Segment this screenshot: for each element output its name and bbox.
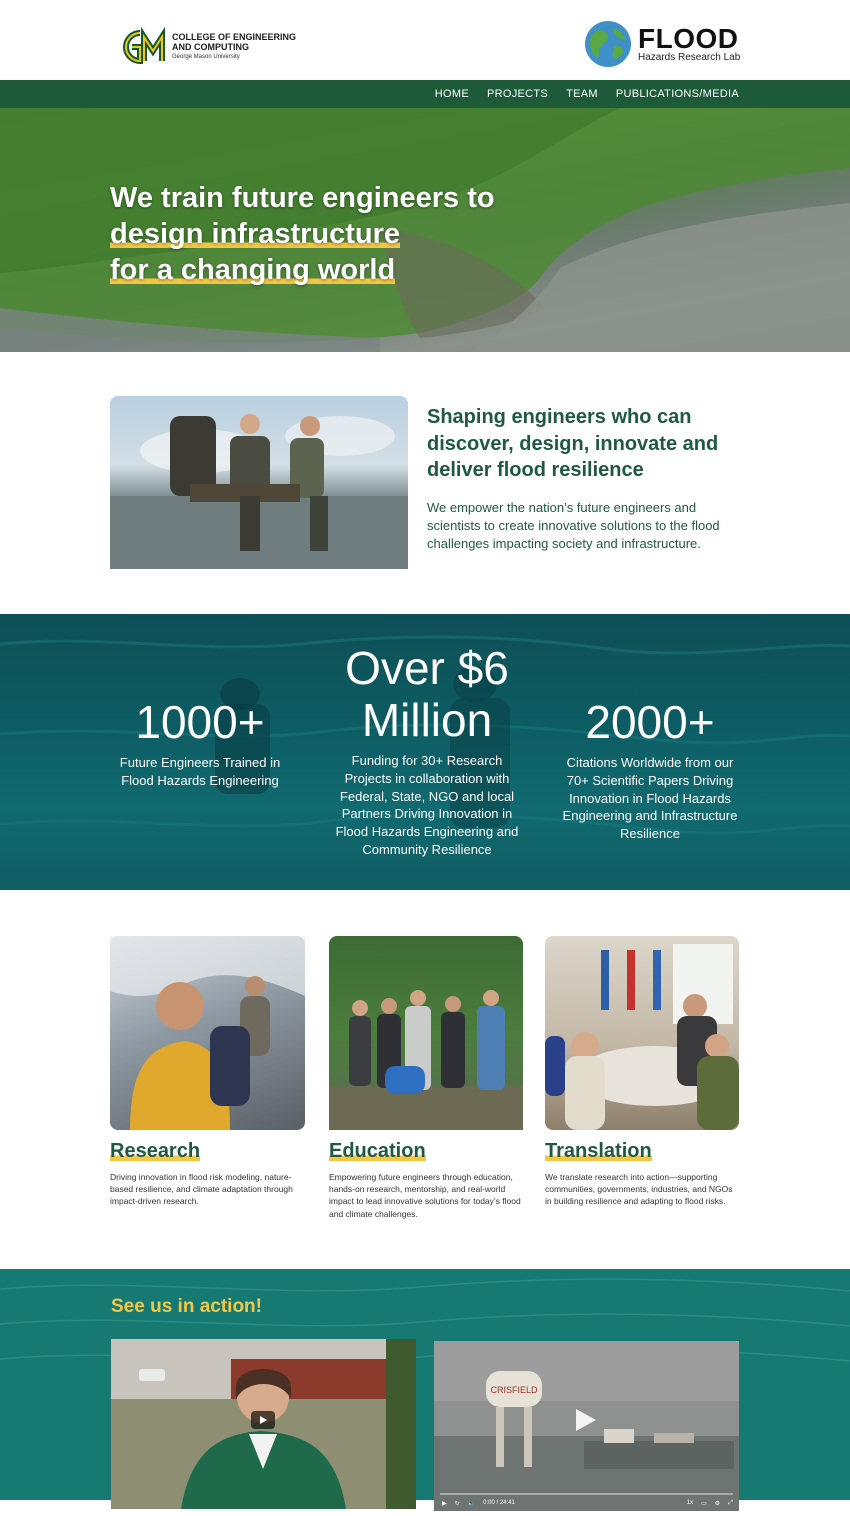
nav-projects[interactable]: PROJECTS [486, 88, 549, 100]
translation-photo-art [545, 936, 739, 1130]
site-header [0, 0, 850, 80]
hero-line-2: design infrastructure [110, 218, 401, 250]
hero-line-1: We train future engineers to [110, 182, 495, 214]
college-logo[interactable] [118, 27, 296, 67]
card-description: Empowering future engineers through education, hands-on research, mentorship, and real-world impact to lead innovative solutions for today’s flood and climate challenges. [329, 1172, 521, 1219]
card-research[interactable] [110, 936, 305, 1208]
gm-logo-icon [118, 27, 168, 67]
stat-description: Citations Worldwide from our 70+ Scientific Papers Driving Innovation in Flood Hazards Engineering and Infrastructure Resilience [562, 755, 738, 842]
video-time: 0:00 / 24:41 [483, 1500, 515, 1506]
main-nav [0, 80, 850, 108]
intro-heading: Shaping engineers who can discover, design, innovate and deliver flood resilience [427, 406, 719, 481]
college-name-line1: COLLEGE OF ENGINEERING [172, 32, 297, 42]
lab-logo[interactable] [584, 20, 740, 68]
intro-photo-art [110, 396, 408, 569]
hero-banner [0, 108, 850, 352]
stat-number: Over $6 Million [345, 642, 509, 746]
stats-section [0, 614, 850, 890]
stat-number: 1000+ [135, 696, 265, 748]
water-tower-text: CRISFIELD [490, 1385, 538, 1395]
intro-photo-researchers-in-water [110, 396, 408, 569]
card-title: Research [110, 1140, 201, 1162]
fullscreen-icon[interactable]: ⤢ [728, 1499, 733, 1506]
education-photo-art [329, 936, 523, 1130]
intro-body: We empower the nation’s future engineers and scientists to create innovative solutions to the flood challenges impacting society and infrastructure. [427, 500, 720, 551]
stat-citations [560, 696, 740, 843]
speed-button[interactable]: 1x [686, 1500, 694, 1506]
stat-description: Funding for 30+ Research Projects in collaboration with Federal, State, NGO and local Partners Driving Innovation in Flood Hazards Engineering and Community Resilience [335, 753, 519, 857]
play-icon[interactable] [251, 1411, 275, 1429]
card-education[interactable] [329, 936, 523, 1220]
nav-publications-media[interactable]: PUBLICATIONS/MEDIA [615, 88, 739, 100]
video-controls [434, 1495, 739, 1511]
research-photo-art [110, 936, 305, 1130]
video-player-1[interactable] [111, 1339, 416, 1509]
captions-icon[interactable]: ▭ [701, 1500, 707, 1507]
card-title: Education [329, 1140, 426, 1162]
lab-subtitle: Hazards Research Lab [638, 52, 741, 63]
nav-team[interactable]: TEAM [566, 88, 598, 100]
section-title: See us in action! [111, 1296, 262, 1317]
hero-title [110, 180, 610, 288]
play-icon[interactable] [574, 1407, 598, 1433]
translation-photo [545, 936, 739, 1130]
card-description: Driving innovation in flood risk modeling, nature-based resilience, and climate adaptation through impact-driven research. [110, 1172, 293, 1207]
lab-title: FLOOD [638, 23, 739, 54]
stat-number: 2000+ [585, 696, 715, 748]
see-us-in-action-section [0, 1269, 850, 1507]
research-photo [110, 936, 305, 1130]
stat-description: Future Engineers Trained in Flood Hazards Engineering [119, 755, 281, 788]
nav-home[interactable]: HOME [434, 88, 469, 100]
hero-line-3: for a changing world [110, 254, 396, 286]
stat-engineers-trained [110, 696, 290, 790]
play-icon[interactable]: ▶ [442, 1500, 447, 1507]
stat-funding [332, 642, 522, 859]
settings-icon[interactable]: ⚙ [714, 1500, 721, 1507]
replay-icon[interactable]: ↻ [454, 1500, 460, 1507]
education-photo [329, 936, 523, 1130]
card-description: We translate research into action—supporting communities, governments, industries, and NGOs in building resilience and adapting to flood risks. [545, 1172, 733, 1207]
globe-icon [584, 20, 632, 68]
video-player-2[interactable] [434, 1341, 739, 1511]
university-name: George Mason University [172, 54, 240, 60]
college-name-line2: AND COMPUTING [172, 42, 249, 52]
card-translation[interactable] [545, 936, 739, 1208]
card-title: Translation [545, 1140, 652, 1162]
volume-icon[interactable]: 🔈 [467, 1500, 476, 1507]
